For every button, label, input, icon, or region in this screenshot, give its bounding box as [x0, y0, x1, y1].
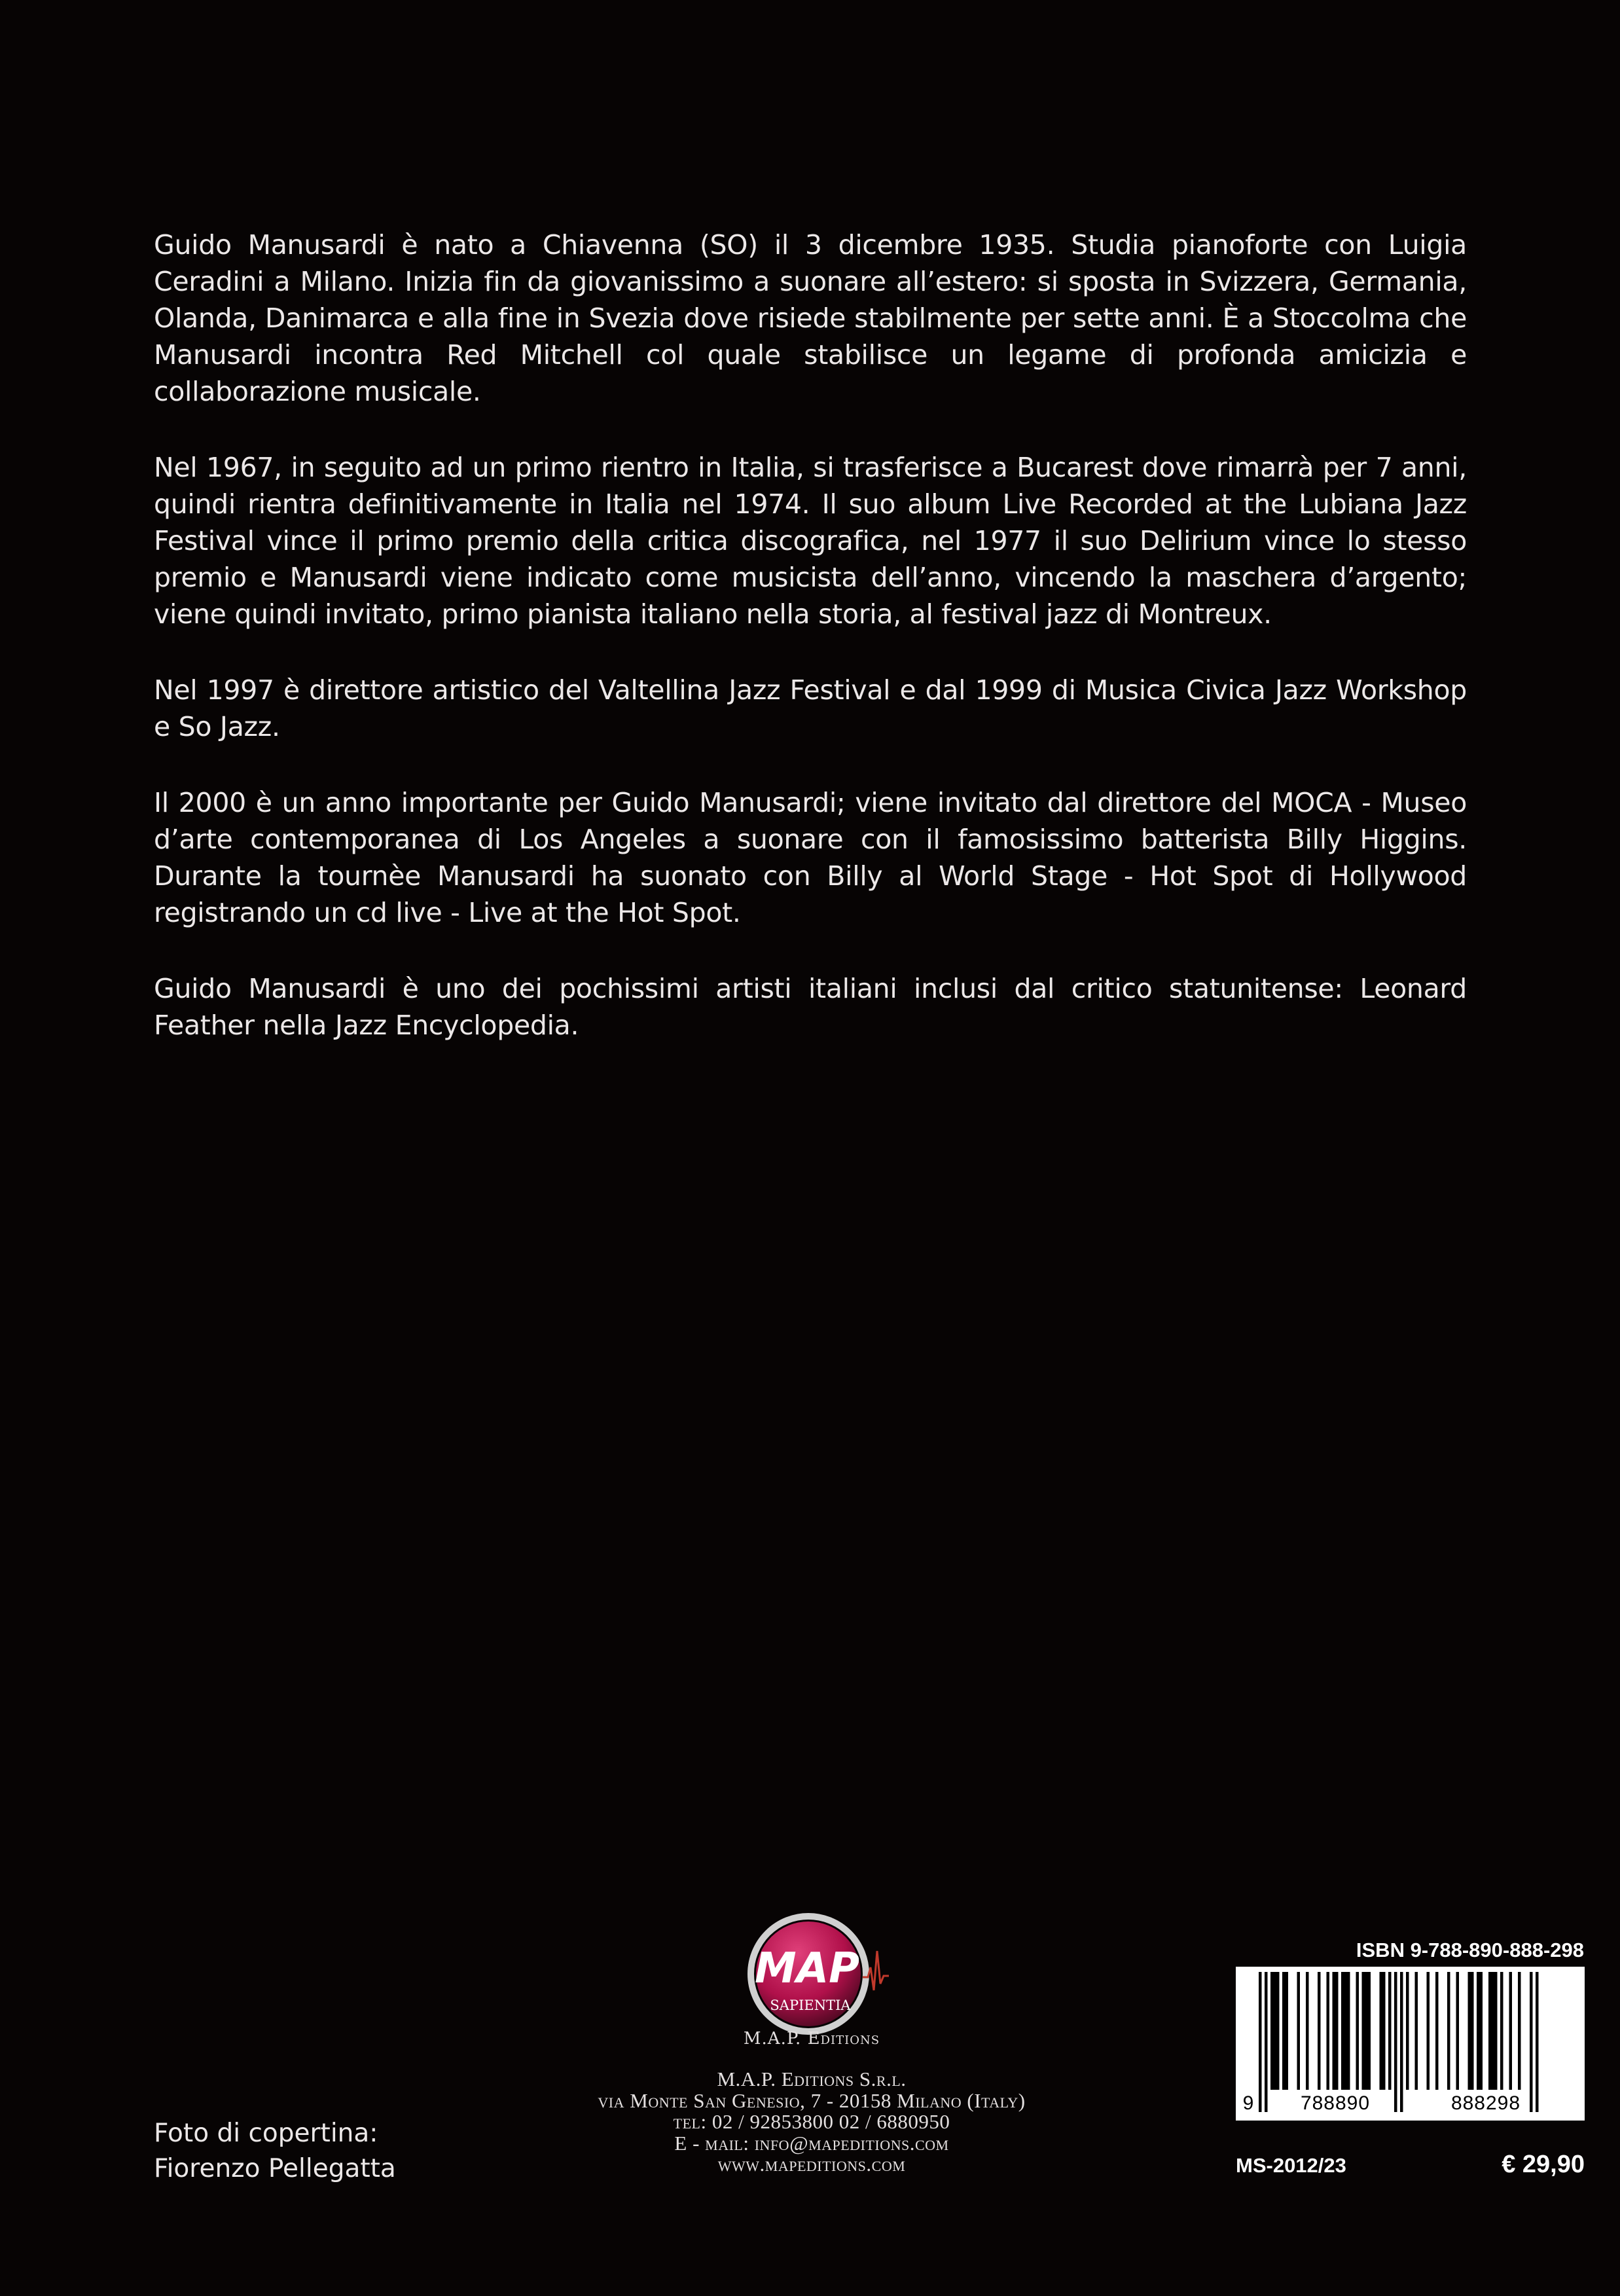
- barcode-bar: [1282, 1972, 1286, 2090]
- barcode-bar: [1488, 1972, 1492, 2090]
- publisher-street: via Monte San Genesio, 7 - 20158 Milano (Italy): [598, 2088, 1026, 2112]
- isbn-label: ISBN 9-788-890-888-298: [1356, 1939, 1584, 1961]
- logo-subline: SAPIENTIA: [770, 1997, 851, 2013]
- photo-credit: [154, 2116, 396, 2187]
- barcode-digit-first: 9: [1242, 2092, 1254, 2114]
- barcode-bar: [1333, 1972, 1336, 2090]
- bio-paragraph: Guido Manusardi è uno dei pochissimi artisti italiani inclusi dal critico statunitense: Leonard Feather nella Jazz Encyclopedia.: [154, 973, 1467, 1041]
- barcode-guard-bar: [1265, 1972, 1268, 2112]
- photo-credit-name: Fiorenzo Pellegatta: [154, 2154, 396, 2183]
- barcode-bar: [1286, 1972, 1289, 2090]
- barcode-guard-bar: [1530, 1972, 1533, 2112]
- logo-caption: M.A.P. Editions: [743, 2029, 880, 2049]
- barcode-guard-bar: [1259, 1972, 1262, 2112]
- barcode-bar: [1276, 1972, 1280, 2090]
- barcode-bar: [1335, 1972, 1339, 2090]
- barcode-bar: [1362, 1972, 1365, 2090]
- barcode-bar: [1344, 1972, 1348, 2090]
- publisher-email: E - mail: info@mapeditions.com: [674, 2131, 949, 2155]
- barcode-bar: [1509, 1972, 1513, 2090]
- barcode-bar: [1356, 1972, 1359, 2090]
- barcode-bar: [1318, 1972, 1321, 2090]
- publisher-phone: tel: 02 / 92853800 02 / 6880950: [673, 2110, 950, 2133]
- bio-paragraph: Guido Manusardi è nato a Chiavenna (SO) il 3 dicembre 1935. Studia pianoforte con Luigia Ceradini a Milano. Inizia fin da giovanissimo a suonare all’estero: si sposta in Svizzera, Germania, Olanda, Danimarca e alla fine in Svezia dove risiede stabilmente per sette anni. È a Stoccolma che Manusardi incontra Red Mitchell col quale stabilisce un legame di profonda amicizia e collaborazione musicale.: [154, 229, 1467, 407]
- barcode-digits-right: 888298: [1450, 2092, 1521, 2114]
- barcode-bar: [1380, 1972, 1383, 2090]
- barcode: [1236, 1967, 1585, 2121]
- barcode-bar: [1297, 1972, 1301, 2090]
- publisher-website: www.mapeditions.com: [717, 2153, 906, 2176]
- barcode-bar: [1270, 1972, 1274, 2090]
- barcode-guard-bar: [1536, 1972, 1539, 2112]
- barcode-bar: [1382, 1972, 1386, 2090]
- barcode-bar: [1347, 1972, 1350, 2090]
- barcode-bar: [1415, 1972, 1418, 2090]
- publisher-address: [543, 2069, 1080, 2176]
- product-code: MS-2012/23: [1236, 2154, 1346, 2177]
- barcode-bar: [1492, 1972, 1495, 2090]
- barcode-bar: [1306, 1972, 1309, 2090]
- barcode-digits-left: 788890: [1300, 2092, 1371, 2114]
- barcode-bar: [1274, 1972, 1277, 2090]
- barcode-bar: [1327, 1972, 1330, 2090]
- barcode-bar: [1494, 1972, 1498, 2090]
- barcode-bar: [1500, 1972, 1503, 2090]
- barcode-bar: [1368, 1972, 1371, 2090]
- barcode-bar: [1388, 1972, 1392, 2090]
- publisher-name: M.A.P. Editions S.r.l.: [717, 2068, 907, 2090]
- price: € 29,90: [1502, 2151, 1585, 2178]
- barcode-bar: [1447, 1972, 1450, 2090]
- bio-paragraph: Nel 1997 è direttore artistico del Valtellina Jazz Festival e dal 1999 di Musica Civica Jazz Workshop e So Jazz.: [154, 674, 1467, 742]
- photo-credit-label: Foto di copertina:: [154, 2119, 378, 2148]
- barcode-bar: [1365, 1972, 1368, 2090]
- barcode-bar: [1341, 1972, 1344, 2090]
- logo-brand: MAP: [754, 1944, 860, 1993]
- barcode-bar: [1477, 1972, 1480, 2090]
- barcode-bar: [1471, 1972, 1474, 2090]
- barcode-guard-bar: [1400, 1972, 1403, 2112]
- barcode-bar: [1456, 1972, 1460, 2090]
- barcode-bar: [1468, 1972, 1471, 2090]
- barcode-bar: [1427, 1972, 1430, 2090]
- bio-paragraph: Nel 1967, in seguito ad un primo rientro in Italia, si trasferisce a Bucarest dove rimarrà per 7 anni, quindi rientra definitivamente in Italia nel 1974. Il suo album Live Recorded at the Lubiana Jazz Festival vince il primo premio della critica discografica, nel 1977 il suo Delirium vince lo stesso premio e Manusardi viene indicato come musicista dell’anno, vincendo la maschera d’argento; viene quindi invitato, primo pianista italiano nella storia, al festival jazz di Montreux.: [154, 452, 1467, 630]
- barcode-bar: [1480, 1972, 1483, 2090]
- barcode-bar: [1518, 1972, 1521, 2090]
- barcode-guard-bar: [1394, 1972, 1397, 2112]
- barcode-bar: [1435, 1972, 1439, 2090]
- biography-text: [154, 227, 1467, 1044]
- bio-paragraph: Il 2000 è un anno importante per Guido Manusardi; viene invitato dal direttore del MOCA - Museo d’arte contemporanea di Los Angeles a suonare con il famosissimo batterista Billy Higgins. Durante la tournèe Manusardi ha suonato con Billy al World Stage - Hot Spot di Hollywood registrando un cd live - Live at the Hot Spot.: [154, 787, 1467, 928]
- barcode-bar: [1406, 1972, 1409, 2090]
